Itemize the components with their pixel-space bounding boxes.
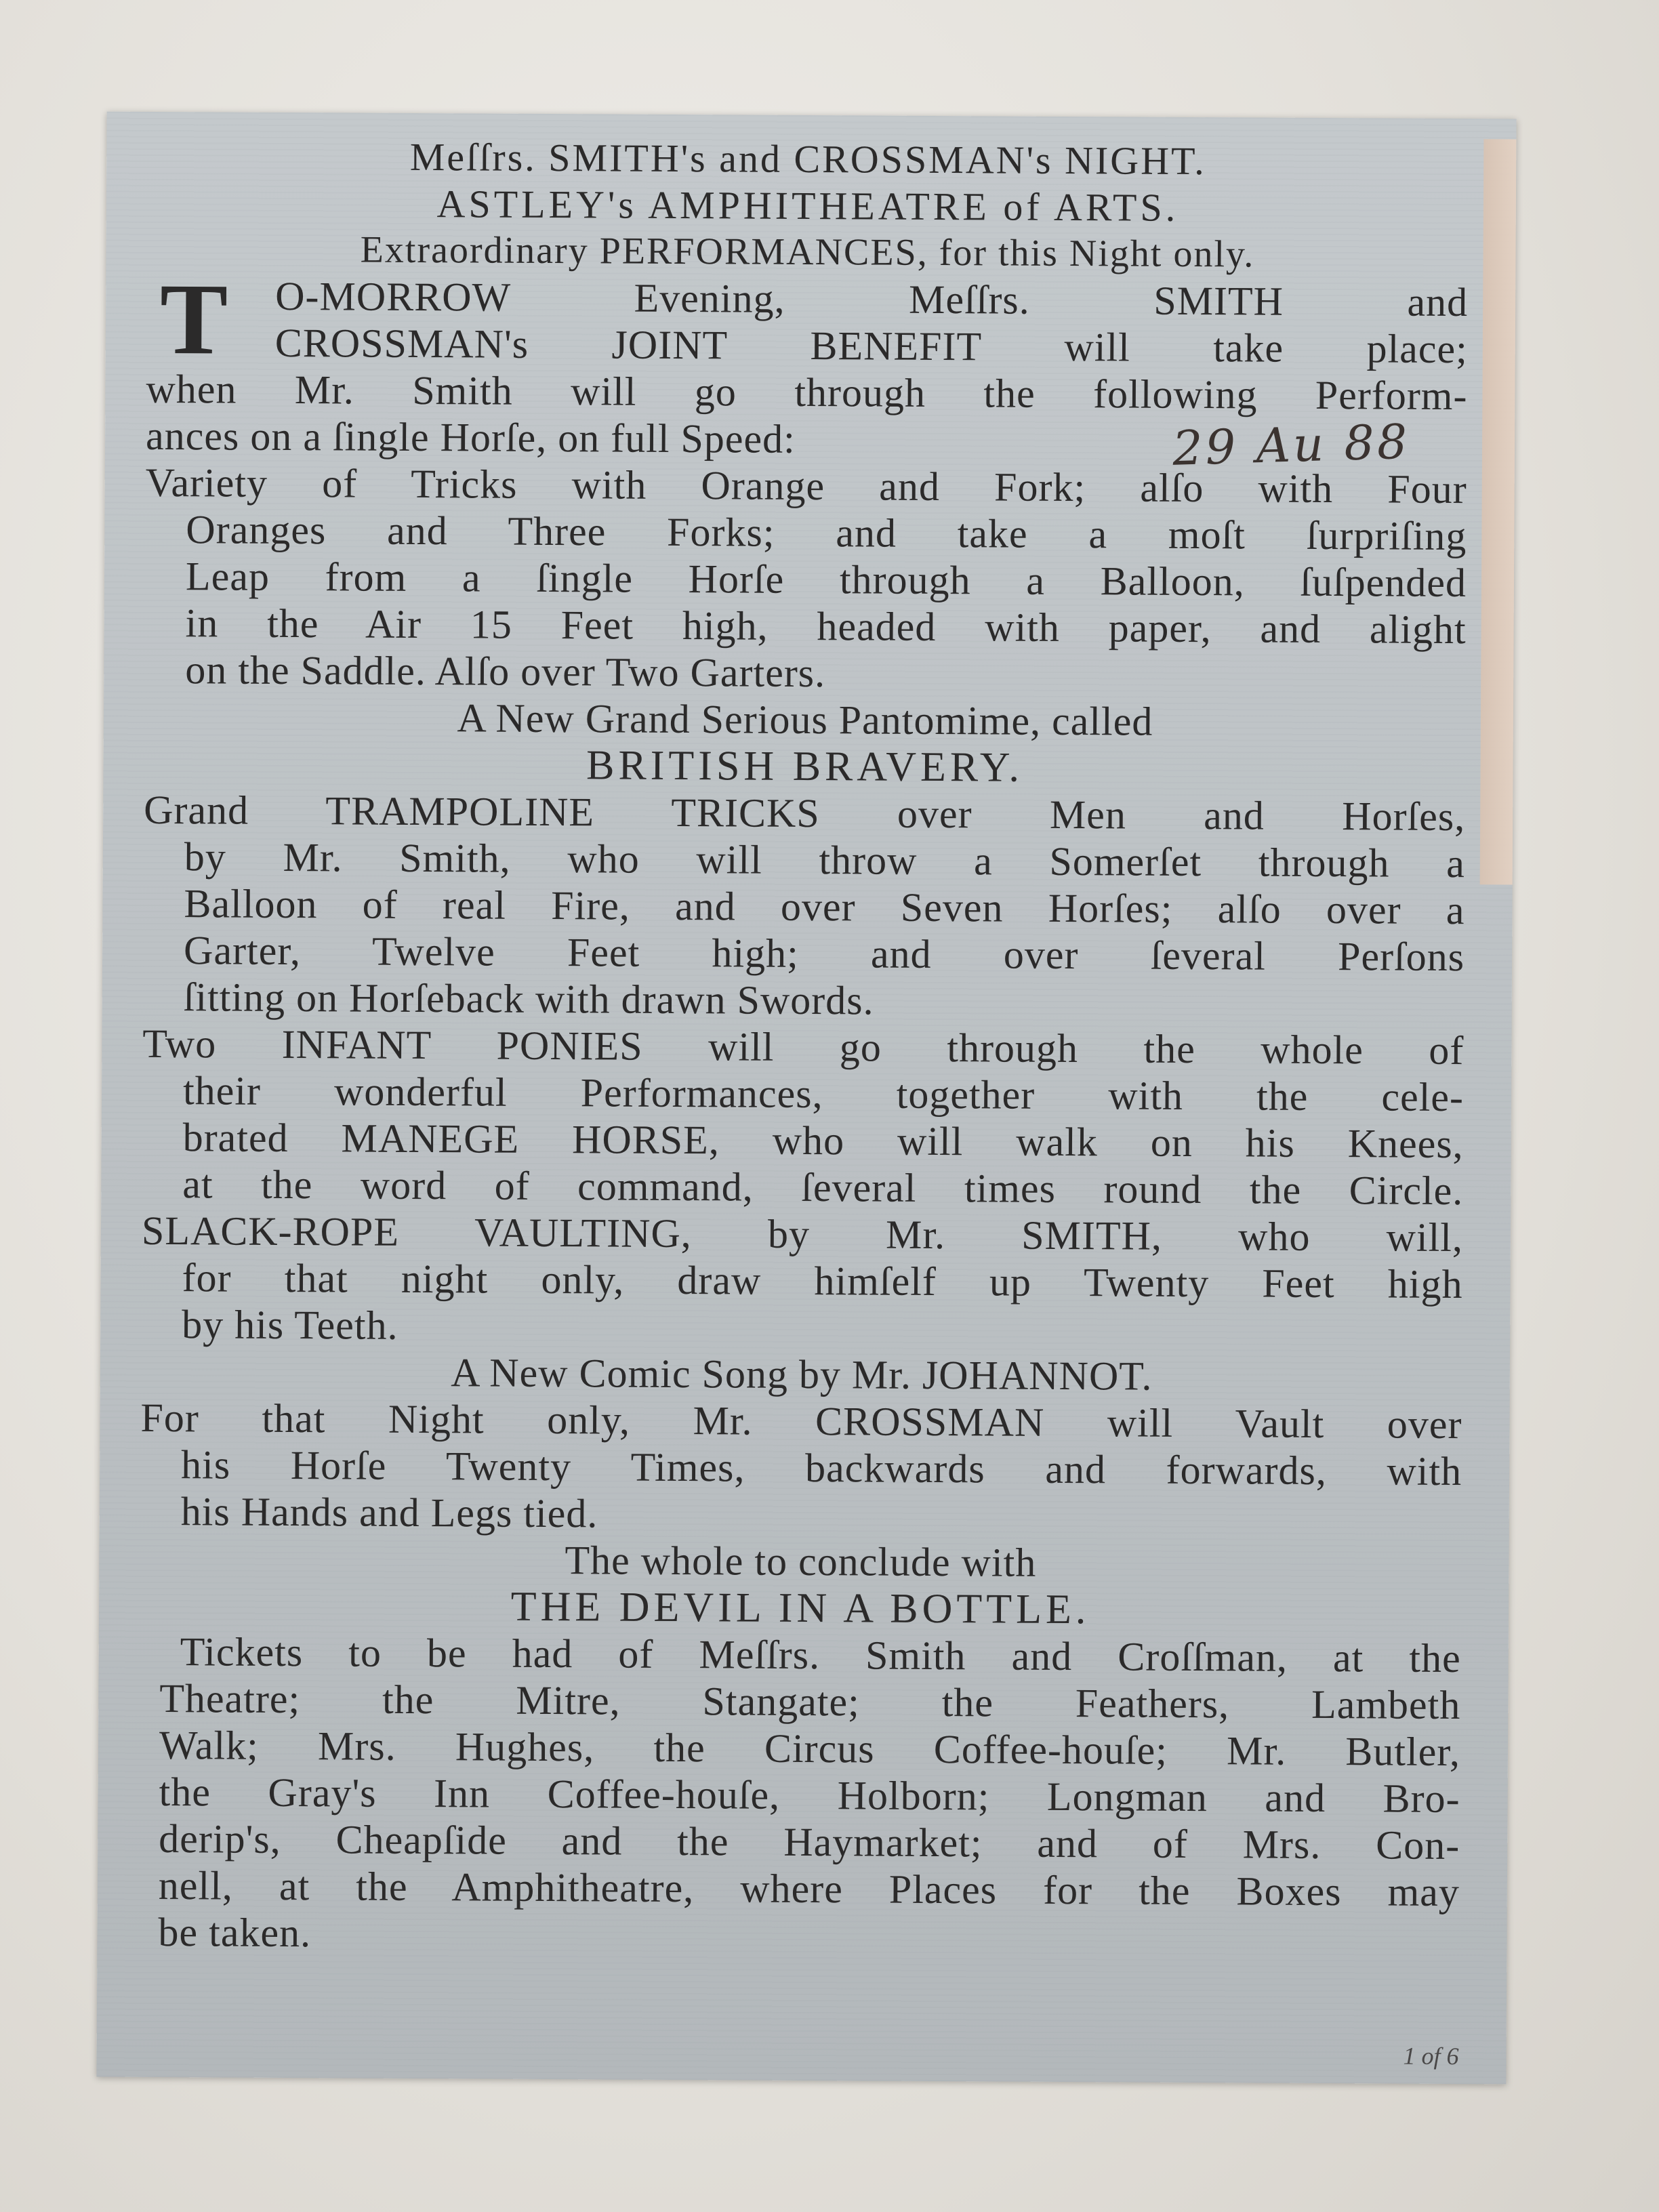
trampoline-line: by Mr. Smith, who will throw a Somerſet through a (184, 834, 1465, 886)
tickets-line: be taken. (158, 1910, 312, 1956)
tickets-line: derip's, Cheapſide and the Haymarket; and of Mrs. Con- (159, 1816, 1460, 1868)
paper-edge-strip (1480, 139, 1517, 884)
trampoline-line: Balloon of real Fire, and over Seven Horſes; alſo over a (184, 881, 1465, 933)
newspaper-clipping (96, 112, 1516, 2085)
header-extraordinary: Extraordinary PERFORMANCES, for this Night only. (360, 228, 1255, 276)
para1-line: Leap from a ſingle Horſe through a Balloon, ſuſpended (185, 554, 1467, 606)
para1-line: Variety of Tricks with Orange and Fork; alſo with Four (145, 459, 1467, 512)
slack-rope-line: by his Teeth. (182, 1302, 398, 1348)
tickets-line: nell, at the Amphitheatre, where Places for the Boxes may (158, 1863, 1460, 1915)
ponies-line: Two INFANT PONIES will go through the whole of (142, 1021, 1465, 1073)
para1-line: when Mr. Smith will go through the following Perform- (146, 366, 1468, 419)
crossman-line: his Hands and Legs tied. (180, 1489, 598, 1536)
ponies-line: brated MANEGE HORSE, who will walk on his Knees, (182, 1115, 1464, 1167)
slack-rope-line: SLACK-ROPE VAULTING, by Mr. SMITH, who will, (141, 1208, 1464, 1261)
slack-rope-line: for that night only, draw himſelf up Twenty Feet high (182, 1255, 1463, 1307)
pantomime-title: BRITISH BRAVERY. (586, 742, 1024, 791)
ponies-line: their wonderful Performances, together with the cele- (182, 1068, 1465, 1120)
pencil-note: 1 of 6 (1403, 2042, 1459, 2070)
header-amphitheatre: ASTLEY's AMPHITHEATRE of ARTS. (436, 182, 1179, 230)
advertisement-text (138, 132, 1469, 1963)
para1-line: Oranges and Three Forks; and take a moſt ſurpriſing (186, 507, 1467, 559)
header-benefit-night: Meſſrs. SMITH's and CROSSMAN's NIGHT. (409, 134, 1206, 184)
crossman-line: his Horſe Twenty Times, backwards and forwards, with (180, 1442, 1462, 1494)
ponies-line: at the word of command, ſeveral times round the Circle. (182, 1162, 1464, 1214)
tickets-line: Theatre; the Mitre, Stangate; the Feathers, Lambeth (159, 1676, 1461, 1728)
para1-line: on the Saddle. Alſo over Two Garters. (185, 647, 826, 696)
tickets-line: Walk; Mrs. Hughes, the Circus Coffee-houſe; Mr. Butler, (159, 1723, 1461, 1775)
handwritten-date: 29 Au 88 (1171, 413, 1411, 476)
trampoline-line: ſitting on Horſeback with drawn Swords. (183, 975, 874, 1023)
tickets-line: the Gray's Inn Coffee-houſe, Holborn; Longman and Bro- (159, 1769, 1460, 1822)
pantomime-intro: A New Grand Serious Pantomime, called (457, 695, 1153, 744)
crossman-line: For that Night only, Mr. CROSSMAN will Vault over (140, 1395, 1462, 1448)
opening-line-2: CROSSMAN's JOINT BENEFIT will take place; (274, 320, 1468, 372)
opening-paragraph-start (146, 262, 1469, 376)
conclude-title: THE DEVIL IN A BOTTLE. (510, 1583, 1090, 1633)
trampoline-line: Garter, Twelve Feet high; and over ſeveral Perſons (183, 928, 1465, 980)
conclude-intro: The whole to conclude with (565, 1538, 1037, 1585)
para1-line: in the Air 15 Feet high, headed with paper, and alight (185, 600, 1467, 653)
para1-line: ances on a ſingle Horſe, on full Speed: (145, 413, 796, 462)
opening-line-1: O-MORROW Evening, Meſſrs. SMITH and (275, 273, 1469, 325)
drop-cap-letter: T (159, 262, 228, 376)
tickets-line: Tickets to be had of Meſſrs. Smith and Croſſman, at the (180, 1629, 1461, 1681)
comic-song: A New Comic Song by Mr. JOHANNOT. (451, 1350, 1153, 1399)
trampoline-line: Grand TRAMPOLINE TRICKS over Men and Horſes, (144, 787, 1466, 840)
